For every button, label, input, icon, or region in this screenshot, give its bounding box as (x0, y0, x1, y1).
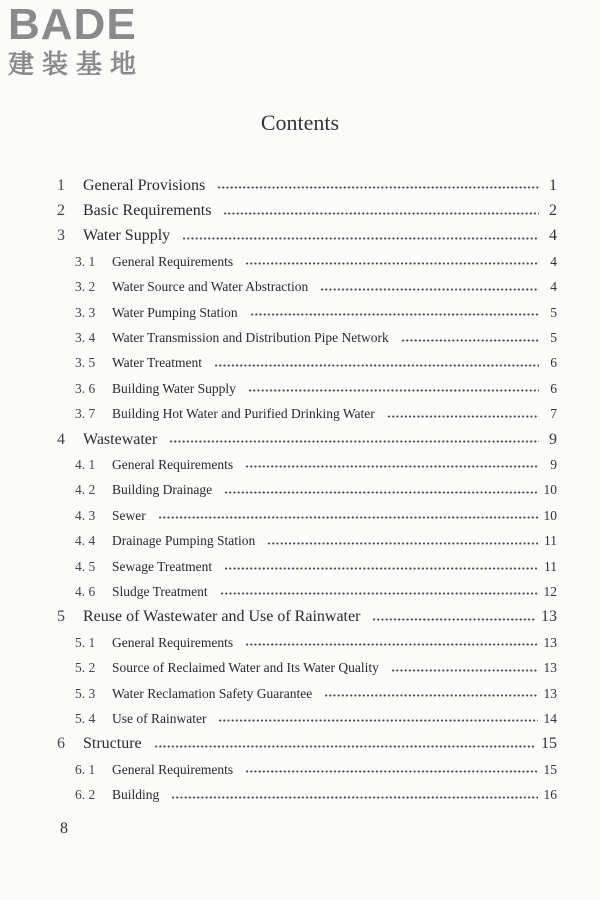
toc-entry-title: Sludge Treatment (112, 583, 208, 599)
toc-dot-leader (223, 212, 539, 215)
toc-entry-number: 4. 4 (75, 533, 96, 549)
toc-entry-title: Wastewater (83, 430, 158, 448)
toc-dot-leader (372, 618, 535, 621)
toc-section-row (0, 376, 600, 401)
toc-entry-page: 15 (543, 761, 557, 777)
page-title: Contents (260, 110, 340, 135)
toc-section-row (0, 503, 600, 528)
toc-entry-number: 5. 3 (75, 685, 96, 701)
toc-entry-page: 11 (544, 533, 557, 549)
toc-entry-page: 13 (543, 634, 557, 650)
toc-dot-leader (248, 389, 539, 392)
toc-chapter-row (0, 427, 600, 452)
toc-section-row (0, 478, 600, 503)
toc-entry-title: Building (112, 787, 160, 803)
toc-section-row (0, 275, 600, 300)
toc-chapter-row (0, 173, 600, 198)
toc-dot-leader (320, 288, 539, 291)
toc-section-row (0, 351, 600, 376)
page-number: 8 (60, 820, 68, 837)
toc-entry-page: 13 (541, 608, 557, 626)
toc-entry-number: 4. 2 (75, 482, 96, 498)
toc-entry-page: 5 (550, 330, 557, 346)
toc-entry-title: Sewage Treatment (112, 558, 213, 574)
toc-entry-page: 1 (549, 176, 557, 194)
toc-entry-page: 4 (550, 279, 557, 295)
toc-entry-number: 5. 2 (75, 660, 96, 676)
toc-section-row (0, 452, 600, 477)
toc-entry-title: General Requirements (112, 634, 234, 650)
toc-entry-number: 3. 6 (75, 380, 96, 396)
toc-section-row (0, 782, 600, 807)
toc-entry-number: 3. 4 (75, 330, 96, 346)
toc-dot-leader (250, 313, 539, 316)
toc-entry-page: 7 (550, 406, 557, 422)
toc-dot-leader (245, 770, 537, 773)
toc-entry-page: 12 (543, 583, 557, 599)
toc-entry-number: 2 (57, 202, 65, 220)
toc-entry-title: Water Transmission and Distribution Pipe Network (112, 330, 389, 346)
toc-entry-title: Drainage Pumping Station (112, 533, 256, 549)
toc-entry-number: 4. 5 (75, 558, 96, 574)
toc-section-row (0, 528, 600, 553)
toc-entry-title: Sewer (112, 507, 146, 523)
toc-dot-leader (182, 237, 539, 240)
toc-entry-page: 9 (549, 430, 557, 448)
toc-entry-title: General Provisions (83, 176, 206, 194)
toc-entry-page: 10 (543, 482, 557, 498)
toc-entry-title: Water Source and Water Abstraction (112, 279, 309, 295)
toc-entry-title: Water Treatment (112, 355, 203, 371)
toc-entry-title: Building Water Supply (112, 380, 236, 396)
toc-dot-leader (214, 364, 539, 367)
toc-entry-title: General Requirements (112, 456, 234, 472)
logo (8, 2, 178, 80)
toc-entry-number: 3. 1 (75, 253, 96, 269)
toc-entry-page: 13 (543, 685, 557, 701)
logo-chinese-text: 建装基地 (8, 50, 145, 80)
toc-dot-leader (154, 745, 535, 748)
toc-entry-title: Building Hot Water and Purified Drinking Water (112, 406, 375, 422)
toc-chapter-row (0, 732, 600, 757)
toc-dot-leader (224, 567, 538, 570)
toc-section-row (0, 630, 600, 655)
toc-entry-page: 6 (550, 380, 557, 396)
toc-entry-title: Water Reclamation Safety Guarantee (112, 685, 313, 701)
toc-entry-page: 9 (550, 456, 557, 472)
toc-entry-page: 14 (543, 710, 557, 726)
toc-dot-leader (224, 491, 537, 494)
toc-entry-title: Source of Reclaimed Water and Its Water Quality (112, 660, 379, 676)
toc-dot-leader (171, 796, 537, 799)
toc-entry-title: Use of Rainwater (112, 710, 207, 726)
toc-dot-leader (218, 719, 537, 722)
toc-dot-leader (158, 516, 538, 519)
toc-entry-number: 3. 5 (75, 355, 96, 371)
toc-entry-title: General Requirements (112, 761, 234, 777)
toc-entry-title: General Requirements (112, 253, 234, 269)
toc-entry-number: 3. 2 (75, 279, 96, 295)
toc-entry-number: 5. 1 (75, 634, 96, 650)
toc-entry-page: 11 (544, 558, 557, 574)
toc-entry-page: 2 (549, 202, 557, 220)
toc-section-row (0, 655, 600, 680)
toc-entry-number: 4. 3 (75, 507, 96, 523)
toc-chapter-row (0, 198, 600, 223)
toc-entry-title: Water Supply (83, 227, 171, 245)
toc-dot-leader (324, 694, 537, 697)
toc-entry-page: 15 (541, 735, 557, 753)
toc-section-row (0, 402, 600, 427)
toc-entry-title: Structure (83, 735, 142, 753)
toc-entry-page: 5 (550, 304, 557, 320)
logo-wordmark: BADE (8, 0, 137, 49)
toc-entry-number: 4. 1 (75, 456, 96, 472)
toc-dot-leader (245, 262, 539, 265)
toc-entry-page: 4 (549, 227, 557, 245)
toc-section-row (0, 554, 600, 579)
toc-entry-number: 3 (57, 227, 65, 245)
toc-entry-title: Reuse of Wastewater and Use of Rainwater (83, 608, 361, 626)
toc-entry-number: 6. 2 (75, 787, 96, 803)
toc-dot-leader (217, 186, 539, 189)
toc-dot-leader (220, 592, 538, 595)
toc-entry-page: 6 (550, 355, 557, 371)
toc-entry-page: 10 (543, 507, 557, 523)
toc-entry-page: 13 (543, 660, 557, 676)
toc-section-row (0, 300, 600, 325)
toc-entry-number: 3. 7 (75, 406, 96, 422)
toc-dot-leader (401, 339, 539, 342)
toc-section-row (0, 325, 600, 350)
toc-entry-title: Basic Requirements (83, 202, 212, 220)
toc-section-row (0, 681, 600, 706)
toc-entry-page: 16 (543, 787, 557, 803)
toc-chapter-row (0, 605, 600, 630)
toc-entry-number: 6 (57, 735, 65, 753)
toc-section-row (0, 579, 600, 604)
toc-dot-leader (169, 440, 539, 443)
toc-section-row (0, 249, 600, 274)
toc-entry-number: 5. 4 (75, 710, 96, 726)
toc-entry-number: 3. 3 (75, 304, 96, 320)
toc-entry-number: 1 (57, 176, 65, 194)
toc-dot-leader (245, 465, 539, 468)
toc-entry-number: 4 (57, 430, 65, 448)
toc-dot-leader (387, 415, 539, 418)
toc-section-row (0, 706, 600, 731)
toc-entry-number: 5 (57, 608, 65, 626)
toc-chapter-row (0, 224, 600, 249)
toc-entry-number: 6. 1 (75, 761, 96, 777)
toc-dot-leader (267, 542, 538, 545)
toc-entry-title: Building Drainage (112, 482, 213, 498)
toc-entry-number: 4. 6 (75, 583, 96, 599)
toc-dot-leader (245, 643, 537, 646)
toc-section-row (0, 757, 600, 782)
toc-dot-leader (391, 669, 538, 672)
toc-entry-page: 4 (550, 253, 557, 269)
table-of-contents (0, 173, 600, 808)
toc-entry-title: Water Pumping Station (112, 304, 238, 320)
